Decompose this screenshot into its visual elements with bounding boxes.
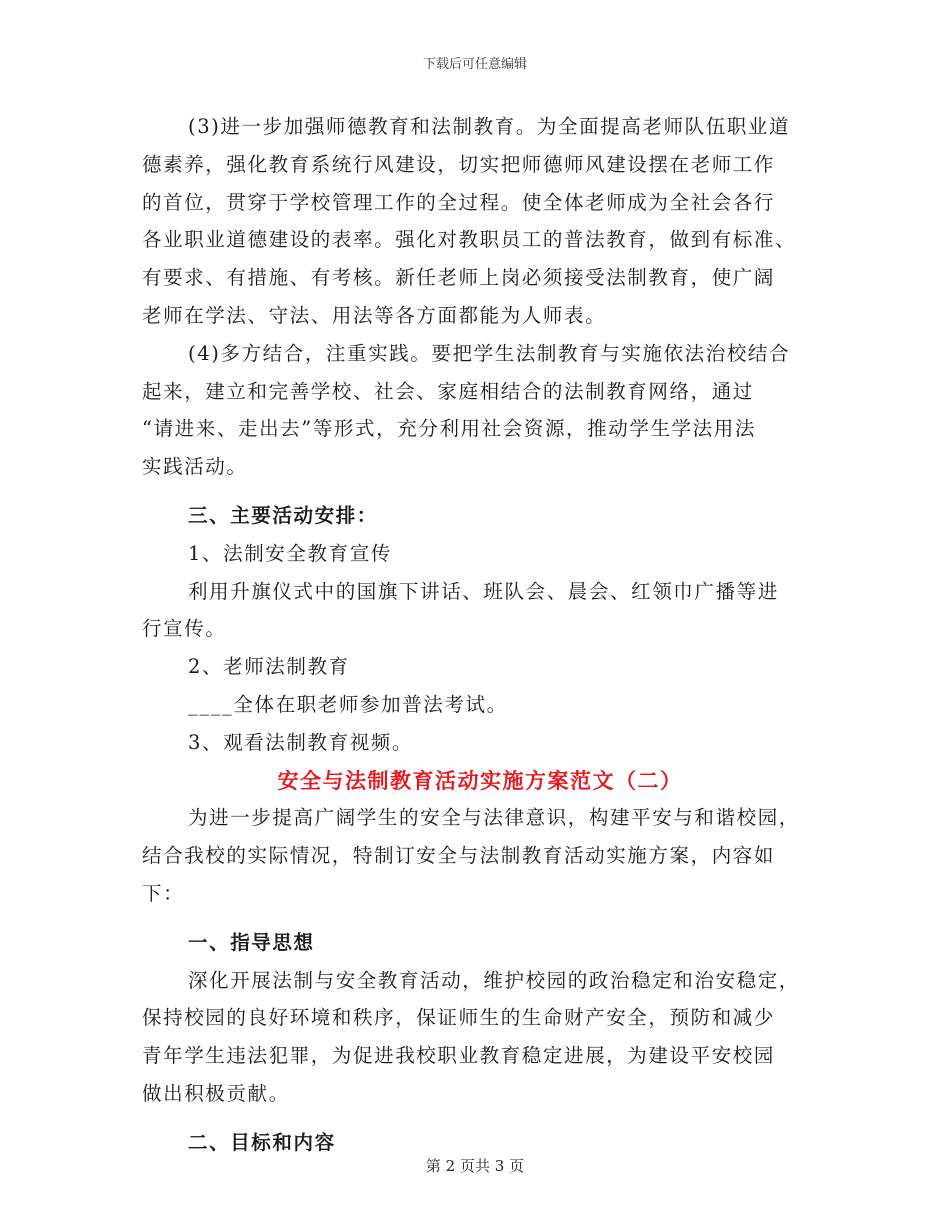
paragraph-line: (4)多方结合，注重实践。要把学生法制教育与实施依法治校结合 (188, 341, 791, 365)
document-body (142, 108, 818, 1162)
paragraph-line: 结合我校的实际情况，特制订安全与法制教育活动实施方案，内容如 (142, 844, 776, 868)
page-footer: 第 2 页共 3 页 (425, 1157, 525, 1175)
paragraph-line: 做出积极贡献。 (142, 1081, 290, 1105)
paragraph-line: (3)进一步加强师德教育和法制教育。为全面提高老师队伍职业道 (188, 115, 791, 138)
paragraph-line: 保持校园的良好环境和秩序，保证师生的生命财产安全，预防和减少 (142, 1006, 776, 1030)
paragraph-line: ____全体在职老师参加普法考试。 (188, 692, 508, 716)
document-title: 安全与法制教育活动实施方案范文（二） (277, 767, 683, 793)
header-note: 下载后可任意编辑 (422, 57, 527, 72)
list-item: 1、法制安全教育宣传 (188, 541, 392, 565)
paragraph-line: 各业职业道德建设的表率。强化对教职员工的普法教育，做到有标准、 (142, 228, 797, 252)
paragraph-line: 老师在学法、守法、用法等各方面都能为人师表。 (142, 303, 607, 327)
paragraph-line: “请进来、走出去”等形式，充分利用社会资源，推动学生学法用法 (142, 417, 756, 441)
list-item: 2、老师法制教育 (188, 655, 350, 679)
section-heading-activities: 三、主要活动安排： (188, 503, 378, 527)
paragraph-line: 有要求、有措施、有考核。新任老师上岗必须接受法制教育，使广阔 (142, 266, 776, 290)
paragraph-line: 行宣传。 (142, 617, 227, 641)
section-heading-guiding: 一、指导思想 (188, 930, 315, 954)
paragraph-line: 实践活动。 (142, 455, 248, 479)
paragraph-line: 下： (142, 881, 185, 905)
paragraph-line: 德素养，强化教育系统行风建设，切实把师德师风建设摆在老师工作 (142, 152, 776, 176)
paragraph-line: 的首位，贯穿于学校管理工作的全过程。使全体老师成为全社会各行 (142, 190, 776, 214)
section-heading-goals: 二、目标和内容 (188, 1130, 336, 1154)
list-item: 3、观看法制教育视频。 (188, 730, 414, 754)
paragraph-line: 深化开展法制与安全教育活动，维护校园的政治稳定和治安稳定， (188, 968, 800, 992)
paragraph-line: 青年学生违法犯罪，为促进我校职业教育稳定进展，为建设平安校园 (142, 1044, 776, 1068)
paragraph-line: 起来，建立和完善学校、社会、家庭相结合的法制教育网络，通过 (142, 379, 754, 403)
paragraph-line: 为进一步提高广阔学生的安全与法律意识，构建平安与和谐校园， (188, 806, 800, 830)
paragraph-line: 利用升旗仪式中的国旗下讲话、班队会、晨会、红领巾广播等进 (188, 579, 779, 603)
